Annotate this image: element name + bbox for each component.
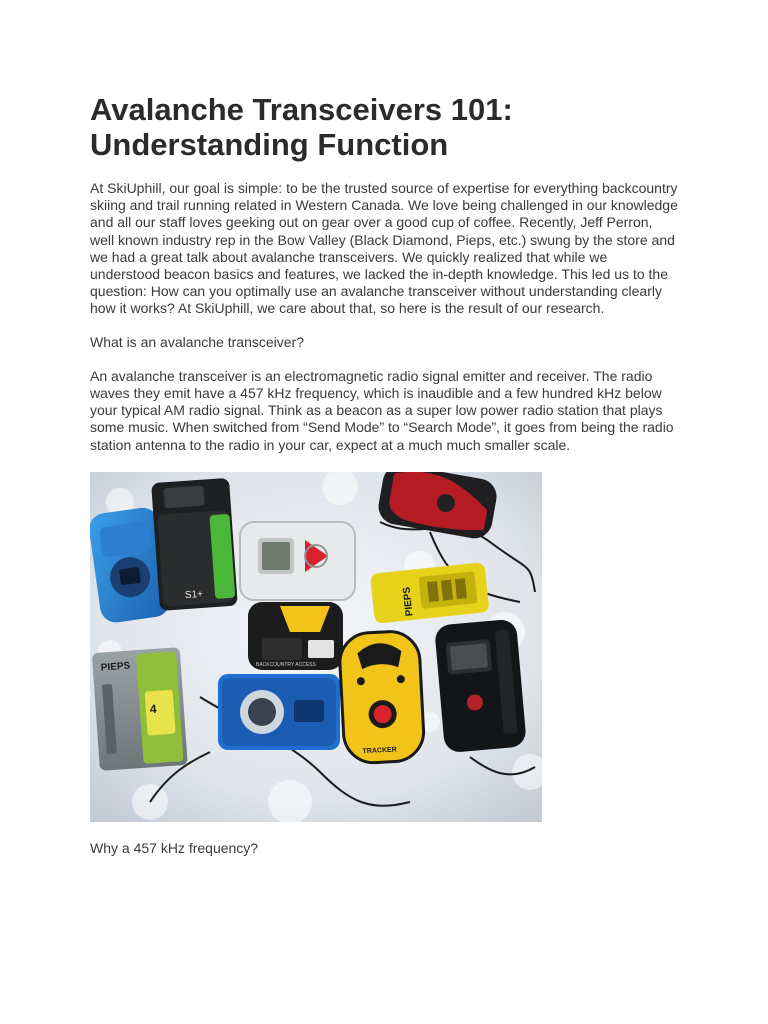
transceivers-photo [90, 472, 542, 822]
white-transceiver [240, 522, 355, 600]
pieps-side-label: PIEPS [100, 660, 131, 674]
intro-paragraph: At SkiUphill, our goal is simple: to be the trusted source of expertise for everything backcountry skiing and trail running related in Western Canada. We love being challenged in our knowledge and all our staff loves geeking out on gear over a good cup of coffee. Recently, Jeff Perron, well known industry rep in the Bow Valley (Black Diamond, Pieps, etc.) swung by the store and we had a great talk about avalanche transceivers. We quickly realized that while we understood beacon basics and features, we lacked the in-depth knowledge. This led us to the question: How can you optimally use an avalanche transceiver without understanding clearly how it works? At SkiUphill, we care about that, so here is the result of our research. [90, 180, 678, 317]
question-heading-1: What is an avalanche transceiver? [90, 333, 304, 350]
page-title [90, 92, 680, 162]
bca-transceiver [248, 602, 343, 670]
title-line-2: Understanding Function [90, 127, 449, 162]
pieps-green-transceiver [92, 647, 188, 771]
answer-paragraph: An avalanche transceiver is an electromagnetic radio signal emitter and receiver. The radio waves they emit have a 457 kHz frequency, which is inaudible and a few hundred kHz below your typical AM radio signal. Think as a beacon as a super low power radio station that plays some music. When switched from “Send Mode” to “Search Mode”, it goes from being the radio station antenna to the radio in your car, expect at a much much smaller scale. [90, 367, 674, 453]
ortovox-model-label: S1+ [184, 588, 204, 601]
title-line-1: Avalanche Transceivers 101: [90, 92, 513, 127]
black-transceiver [434, 618, 527, 753]
pieps-small-label: PIEPS [401, 586, 416, 617]
mammut-transceiver [218, 674, 340, 750]
transceivers-photo-image [90, 472, 542, 822]
document-page [90, 92, 680, 857]
ortovox-transceiver [151, 478, 238, 611]
question-heading-2: Why a 457 kHz frequency? [90, 839, 259, 856]
tracker-label: TRACKER [362, 746, 397, 756]
tracker-transceiver [338, 630, 425, 764]
bca-label: BACKCOUNTRY ACCESS [256, 661, 316, 668]
tracker-number-label: 4 [149, 701, 157, 717]
